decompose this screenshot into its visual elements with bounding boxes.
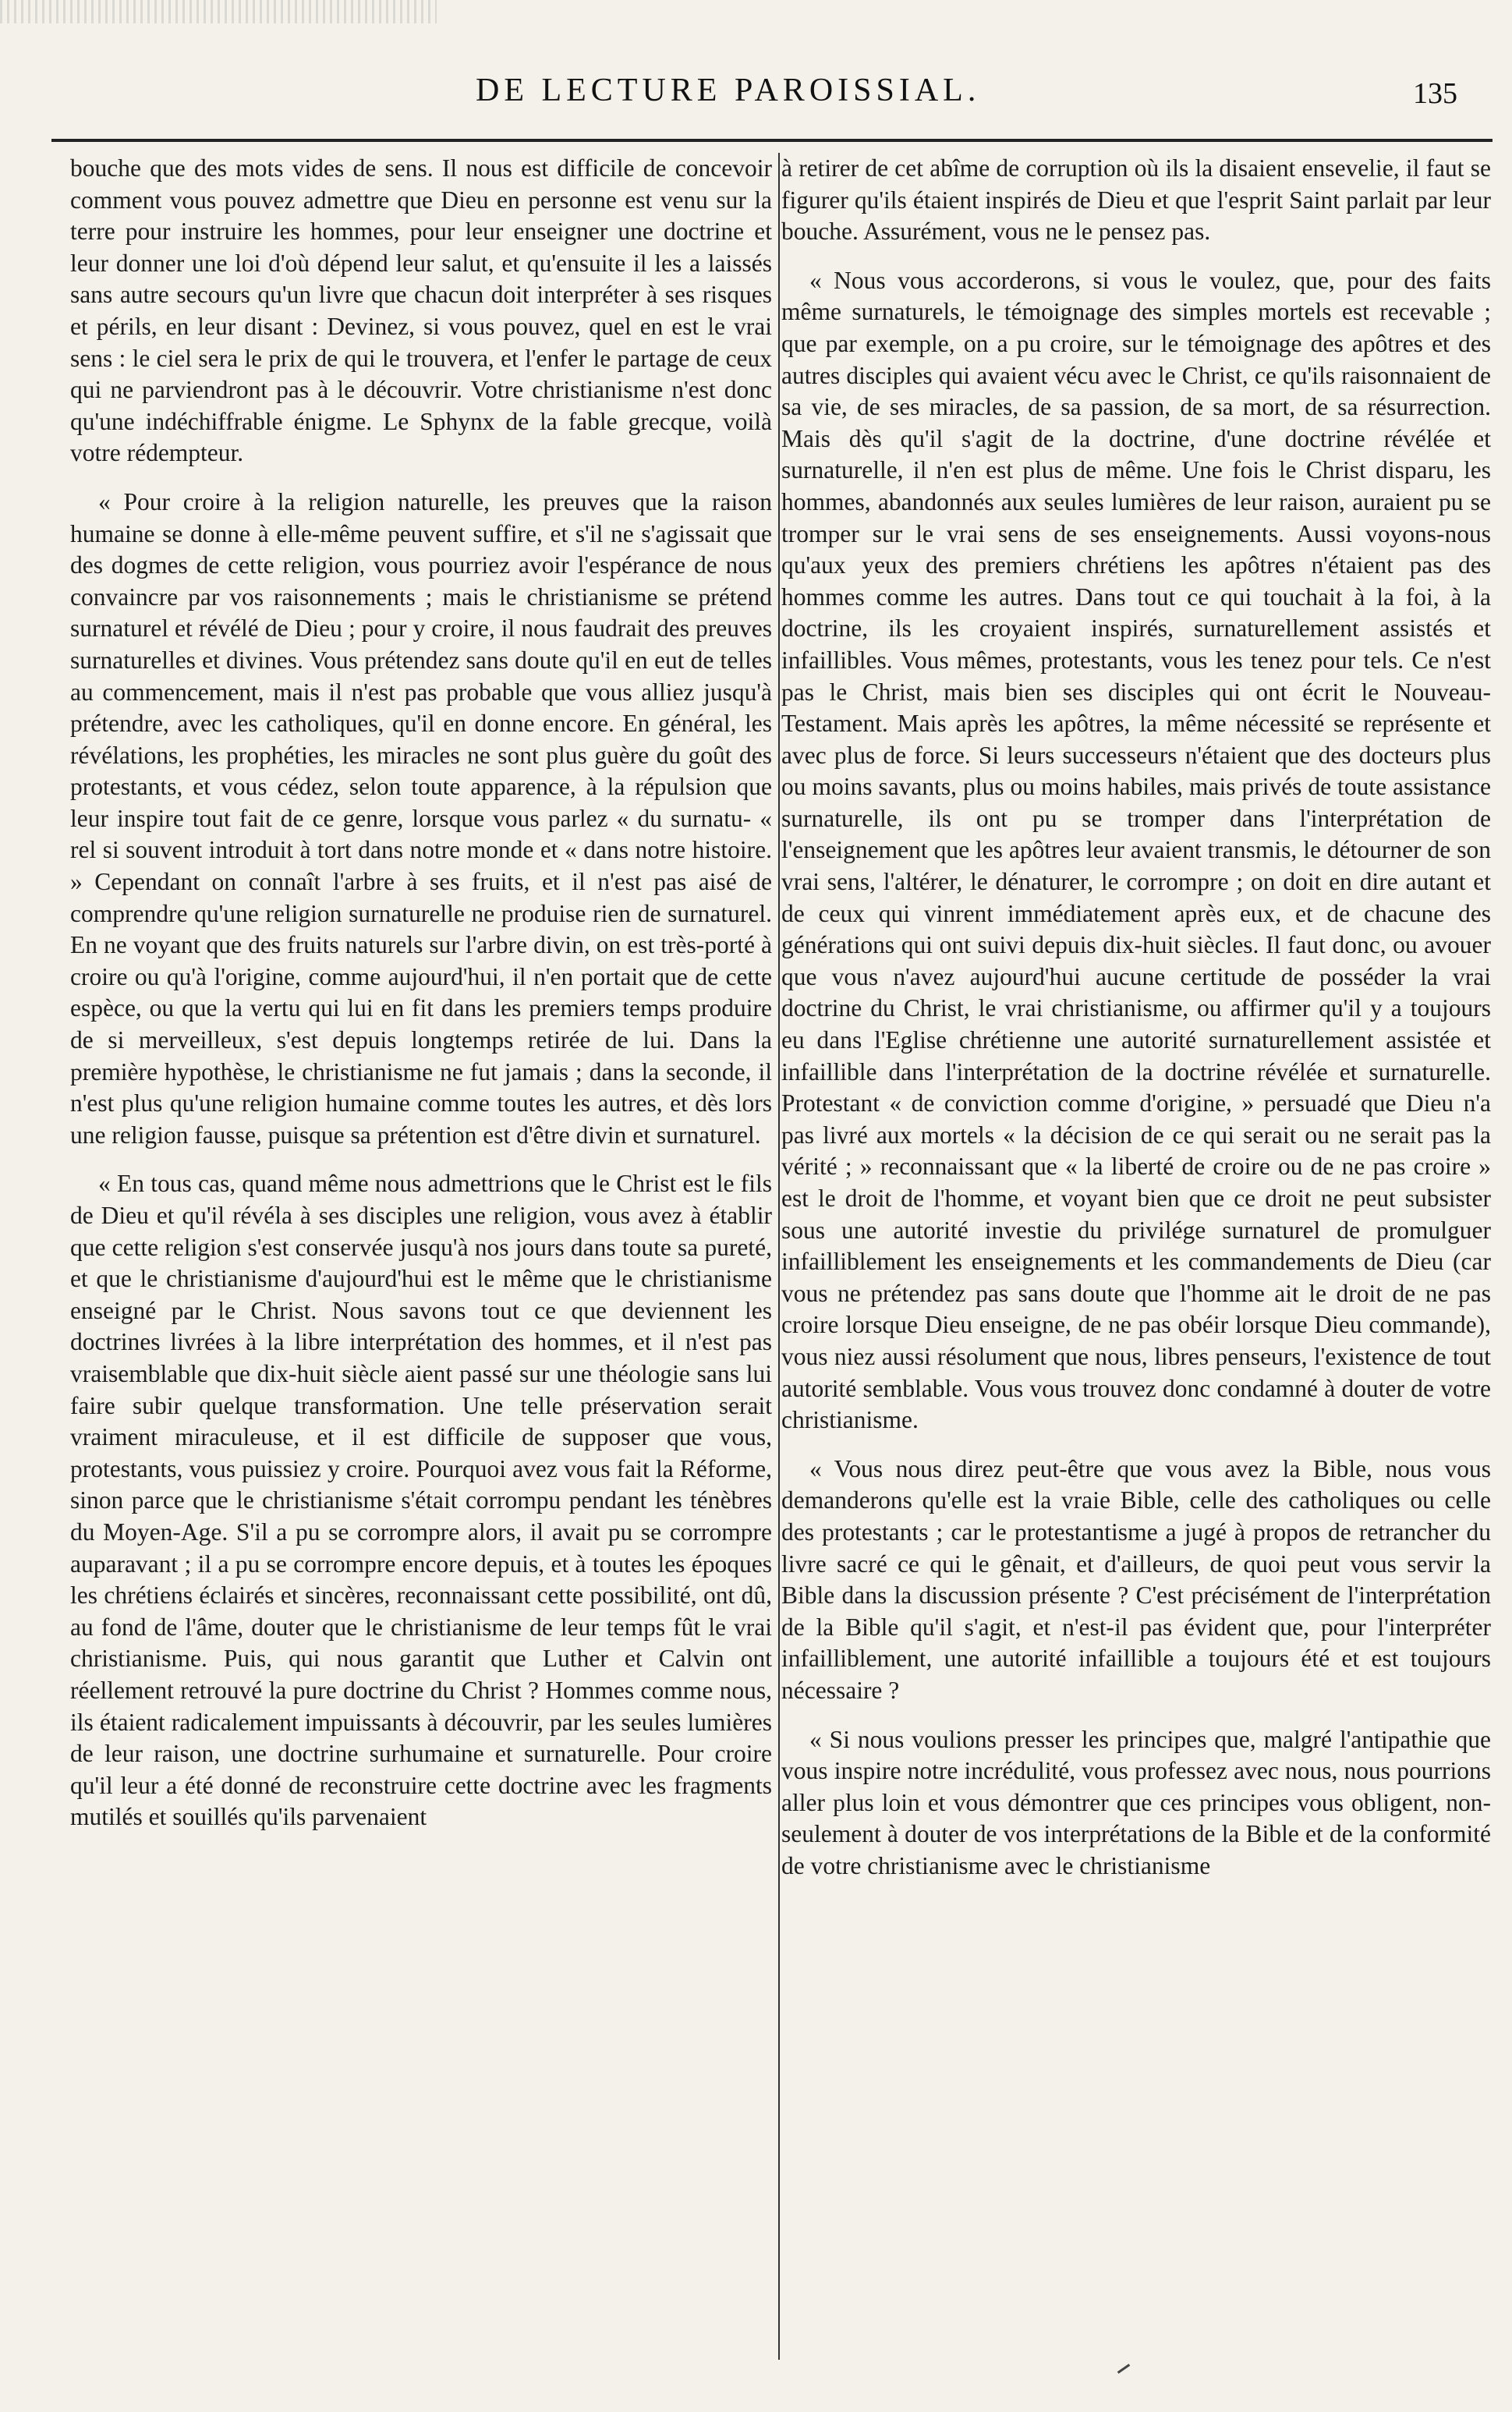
text-columns	[51, 153, 1493, 2368]
paragraph: « Si nous voulions presser les principes que, malgré l'antipathie que vous inspire notre incrédulité, vous professez avec nous, nous pourrions aller plus loin et vous démontrer que ces principes vous obligent, non-seulement à douter de vos interprétations de la Bible et de la conformité de votre christianisme avec le christianisme	[781, 1725, 1491, 1879]
column-divider	[778, 153, 780, 2360]
paragraph: « Vous nous direz peut-être que vous avez la Bible, nous vous demanderons qu'elle est la vraie Bible, celle des catholiques ou celle des protestants ; car le protestantisme a jugé à propos de retrancher du livre sacré ce qui le gênait, et d'ailleurs, de quoi peut vous servir la Bible dans la discussion présente ? C'est précisément de l'interprétation de la Bible qu'il s'agit, et n'est-il pas évident que, pour l'interpréter infailliblement, une autorité infaillible a toujours été et est toujours nécessaire ?	[781, 1454, 1491, 1704]
paragraph: « Pour croire à la religion naturelle, les preuves que la raison humaine se donne à elle-même peuvent suffire, et s'il ne s'agissait que des dogmes de cette religion, vous pourriez avoir l'espérance de nous convaincre par vos raisonnements ; mais le christianisme se prétend surnaturel et révélé de Dieu ; pour y croire, il nous faudrait des preuves surnaturelles et divines. Vous prétendez sans doute qu'il en eut de telles au commencement, mais il n'est pas probable que vous alliez jusqu'à prétendre, avec les catholiques, qu'il en donne encore. En général, les révélations, les prophéties, les miracles ne sont plus guère du goût des protestants, et vous cédez, selon toute apparence, à la répulsion que leur inspire tout fait de ce genre, lorsque vous parlez « du surnatu- « rel si souvent introduit à tort dans notre monde et « dans notre histoire. » Cependant on connaît l'arbre à ses fruits, et il n'est pas aisé de comprendre qu'une religion surnaturelle ne produise rien de surnaturel. En ne voyant que des fruits naturels sur l'arbre divin, on est très-porté à croire ou qu'à l'origine, comme aujourd'hui, il n'en portait que de cette espèce, ou que la vertu qui lui en fit dans les premiers temps produire de si merveilleux, s'est depuis longtemps retirée de lui. Dans la première hypothèse, le christianisme ne fut jamais ; dans la seconde, il n'est plus qu'une religion humaine comme toutes les autres, et dès lors une religion fausse, puisque sa prétention est d'être divin et surnaturel.	[70, 487, 772, 1149]
header-rule	[51, 139, 1493, 142]
paragraph: « Nous vous accorderons, si vous le voulez, que, pour des faits même surnaturels, le témoignage des simples mortels est recevable ; que par exemple, on a pu croire, sur le témoignage des apôtres et des autres disciples qui avaient vécu avec le Christ, ce qu'ils raisonnaient de sa vie, de ses miracles, de sa passion, de sa mort, de sa résurrection. Mais dès qu'il s'agit de la doctrine, d'une doctrine révélée et surnaturelle, il n'en est plus de même. Une fois le Christ disparu, les hommes, abandonnés aux seules lumières de leur raison, auraient pu se tromper sur le vrai sens de ses enseignements. Aussi voyons-nous qu'aux yeux des premiers chrétiens les apôtres n'étaient pas des hommes comme les autres. Dans tout ce qui touchait à la foi, à la doctrine, ils les croyaient inspirés, surnaturellement assistés et infaillibles. Vous mêmes, protestants, vous les tenez pour tels. Ce n'est pas le Christ, mais bien ses disciples qui ont écrit le Nouveau-Testament. Mais après les apôtres, la même nécessité se représente et avec plus de force. Si leurs successeurs n'étaient que des docteurs plus ou moins savants, plus ou moins habiles, mais privés de toute assistance surnaturelle, ils ont pu se tromper dans l'interprétation de l'enseignement que les apôtres leur avaient transmis, le détourner de son vrai sens, l'altérer, le dénaturer, le corrompre ; on doit en dire autant et de ceux qui vinrent immédiatement après eux, et de chacune des générations qui ont suivi depuis dix-huit siècles. Il faut donc, ou avouer que vous n'avez aujourd'hui aucune certitude de posséder la vrai doctrine du Christ, le vrai christianisme, ou affirmer qu'il y a toujours eu dans l'Eglise chrétienne une autorité surnaturellement assistée et infaillible dans l'interprétation de la doctrine révélée et surnaturelle. Protestant « de conviction comme d'origine, » persuadé que Dieu n'a pas livré aux mortels « la décision de ce qui serait ou ne serait pas la vérité ; » reconnaissant que « la liberté de croire ou de ne pas croire » est le droit de l'homme, et voyant bien que ce droit ne peut subsister sous une autorité investie du privilége surnaturel de promulguer infailliblement les enseignements et les commandements de Dieu (car vous ne prétendez pas sans doute que l'homme ait le droit de ne pas croire lorsque Dieu enseigne, de ne pas obéir lorsque Dieu commande), vous niez aussi résolument que nous, libres penseurs, l'existence de tout autorité semblable. Vous vous trouvez donc condamné à douter de votre christianisme.	[781, 266, 1491, 1434]
scan-edge-noise	[0, 0, 437, 23]
left-column	[70, 153, 772, 2368]
paragraph: bouche que des mots vides de sens. Il nous est difficile de concevoir comment vous pouvez admettre que Dieu en personne est venu sur la terre pour instruire les hommes, pour leur enseigner une doctrine et leur donner une loi d'où dépend leur salut, et qu'ensuite il les a laissés sans autre secours qu'un livre que chacun doit interpréter à ses risques et périls, en leur disant : Devinez, si vous pouvez, quel en est le vrai sens : le ciel sera le prix de qui le trouvera, et l'enfer le partage de ceux qui ne parviendront pas à le découvrir. Votre christianisme n'est donc qu'une indéchiffrable énigme. Le Sphynx de la fable grecque, voilà votre rédempteur.	[70, 154, 772, 467]
page-number: 135	[1413, 77, 1457, 110]
running-title: DE LECTURE PAROISSIAL.	[476, 73, 981, 108]
paragraph: à retirer de cet abîme de corruption où ils la disaient ensevelie, il faut se figurer qu'ils étaient inspirés de Dieu et que l'esprit Saint parlait par leur bouche. Assurément, vous ne le pensez pas.	[781, 154, 1491, 246]
right-column	[781, 153, 1491, 2368]
paragraph: « En tous cas, quand même nous admettrions que le Christ est le fils de Dieu et qu'il révéla à ses disciples une religion, vous avez à établir que cette religion s'est conservée jusqu'à nos jours dans toute sa pureté, et que le christianisme d'aujourd'hui est le même que le christianisme enseigné par le Christ. Nous savons tout ce que deviennent les doctrines livrées à la libre interprétation des hommes, et il n'est pas vraisemblable que dix-huit siècle aient passé sur une théologie sans lui faire subir quelque transformation. Une telle préservation serait vraiment miraculeuse, et il est difficile de supposer que vous, protestants, vous puissiez y croire. Pourquoi avez vous fait la Réforme, sinon parce que le christianisme s'était corrompu pendant les ténèbres du Moyen-Age. S'il a pu se corrompre alors, il avait pu se corrompre auparavant ; il a pu se corrompre encore depuis, et à toutes les époques les chrétiens éclairés et sincères, reconnaissant cette possibilité, ont dû, au fond de l'âme, douter que le christianisme de leur temps fût le vrai christianisme. Puis, qui nous garantit que Luther et Calvin ont réellement retrouvé la pure doctrine du Christ ? Hommes comme nous, ils étaient radicalement impuissants à découvrir, par les seules lumières de leur raison, une doctrine surhumaine et surnaturelle. Pour croire qu'il leur a été donné de reconstruire cette doctrine avec les fragments mutilés et souillés qu'ils parvenaient	[70, 1170, 772, 1831]
running-head	[0, 72, 1512, 126]
